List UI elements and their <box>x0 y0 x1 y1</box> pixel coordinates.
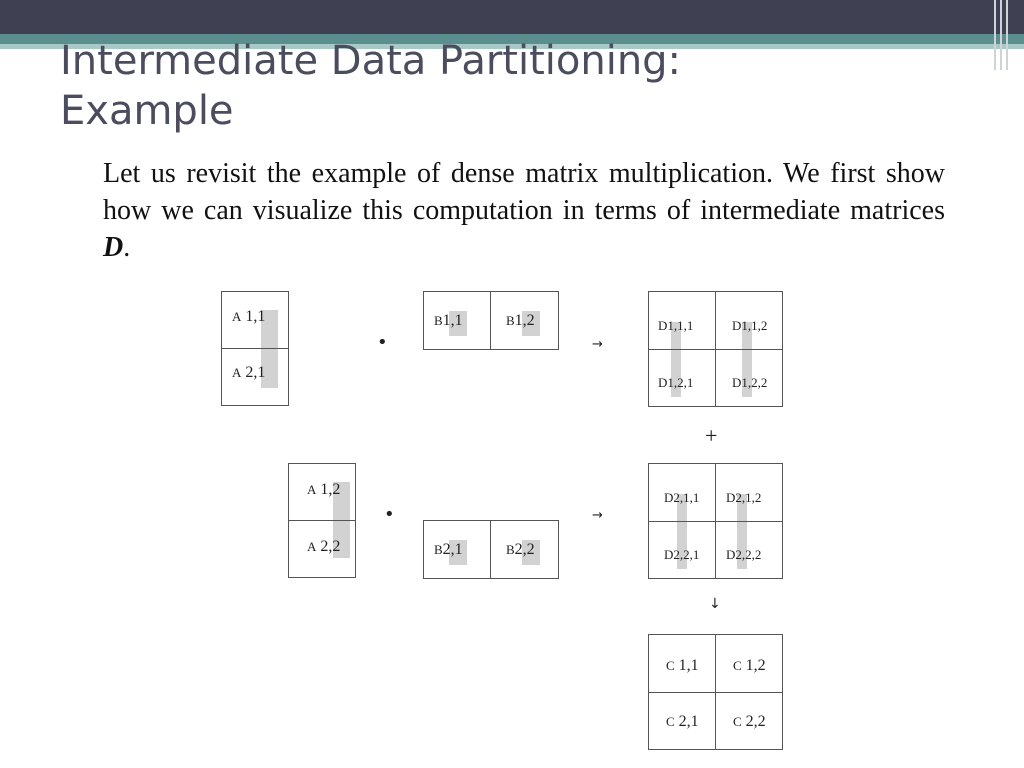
matrix-cell: B1,1 <box>434 312 463 329</box>
right-arrow: → <box>592 337 603 352</box>
body-text-emphasis: D <box>103 232 124 263</box>
slide-title <box>60 36 960 136</box>
matrix-cell: D1,2,1 <box>658 375 694 390</box>
matrix-cell: D2,2,2 <box>726 547 762 562</box>
title-line-2: Example <box>60 88 234 134</box>
slide-body-text <box>103 155 945 266</box>
matrix-cell: C 2,2 <box>733 713 766 730</box>
matrix-cell: B2,1 <box>434 541 463 558</box>
matrix-cell: C 1,1 <box>666 657 699 674</box>
matrix-cell: C 1,2 <box>733 657 766 674</box>
cell-divider <box>490 521 491 578</box>
multiply-dot: • <box>384 504 395 525</box>
plus-sign: + <box>705 423 718 448</box>
cell-divider <box>490 292 491 349</box>
right-arrow: → <box>592 508 603 523</box>
cell-divider <box>715 292 716 406</box>
decorative-vertical-line <box>1006 0 1008 70</box>
title-line-1: Intermediate Data Partitioning: <box>60 38 682 84</box>
matrix-cell: A 2,1 <box>232 364 266 381</box>
decorative-vertical-line <box>1000 0 1002 70</box>
matrix-cell: B2,2 <box>506 541 535 558</box>
matrix-c <box>648 634 783 750</box>
matrix-b-top <box>423 291 559 350</box>
down-arrow: ↓ <box>709 596 721 612</box>
multiply-dot: • <box>377 332 388 353</box>
matrix-b-bottom <box>423 520 559 579</box>
matrix-cell: A 1,2 <box>307 481 341 498</box>
matrix-cell: D1,1,1 <box>658 318 694 333</box>
matrix-a-top <box>221 291 289 406</box>
matrix-cell: D1,2,2 <box>732 375 768 390</box>
body-text-end: . <box>123 232 131 263</box>
cell-divider <box>715 464 716 578</box>
matrix-cell: C 2,1 <box>666 713 699 730</box>
body-text-main: Let us revisit the example of dense matrix multiplication. We first show how we can visualize this computation in terms of intermediate matrices <box>103 158 945 226</box>
header-band <box>0 0 1024 34</box>
matrix-cell: D2,1,1 <box>664 490 700 505</box>
matrix-d-bottom <box>648 463 783 579</box>
cell-divider <box>222 348 288 349</box>
matrix-cell: B1,2 <box>506 312 535 329</box>
decorative-vertical-line <box>994 0 996 70</box>
matrix-d-top <box>648 291 783 407</box>
matrix-cell: D2,2,1 <box>664 547 700 562</box>
cell-divider <box>289 520 355 521</box>
matrix-cell: D1,1,2 <box>732 318 768 333</box>
matrix-cell: D2,1,2 <box>726 490 762 505</box>
matrix-a-bottom <box>288 463 356 578</box>
matrix-cell: A 2,2 <box>307 538 341 555</box>
cell-divider <box>715 635 716 749</box>
matrix-cell: A 1,1 <box>232 308 266 325</box>
